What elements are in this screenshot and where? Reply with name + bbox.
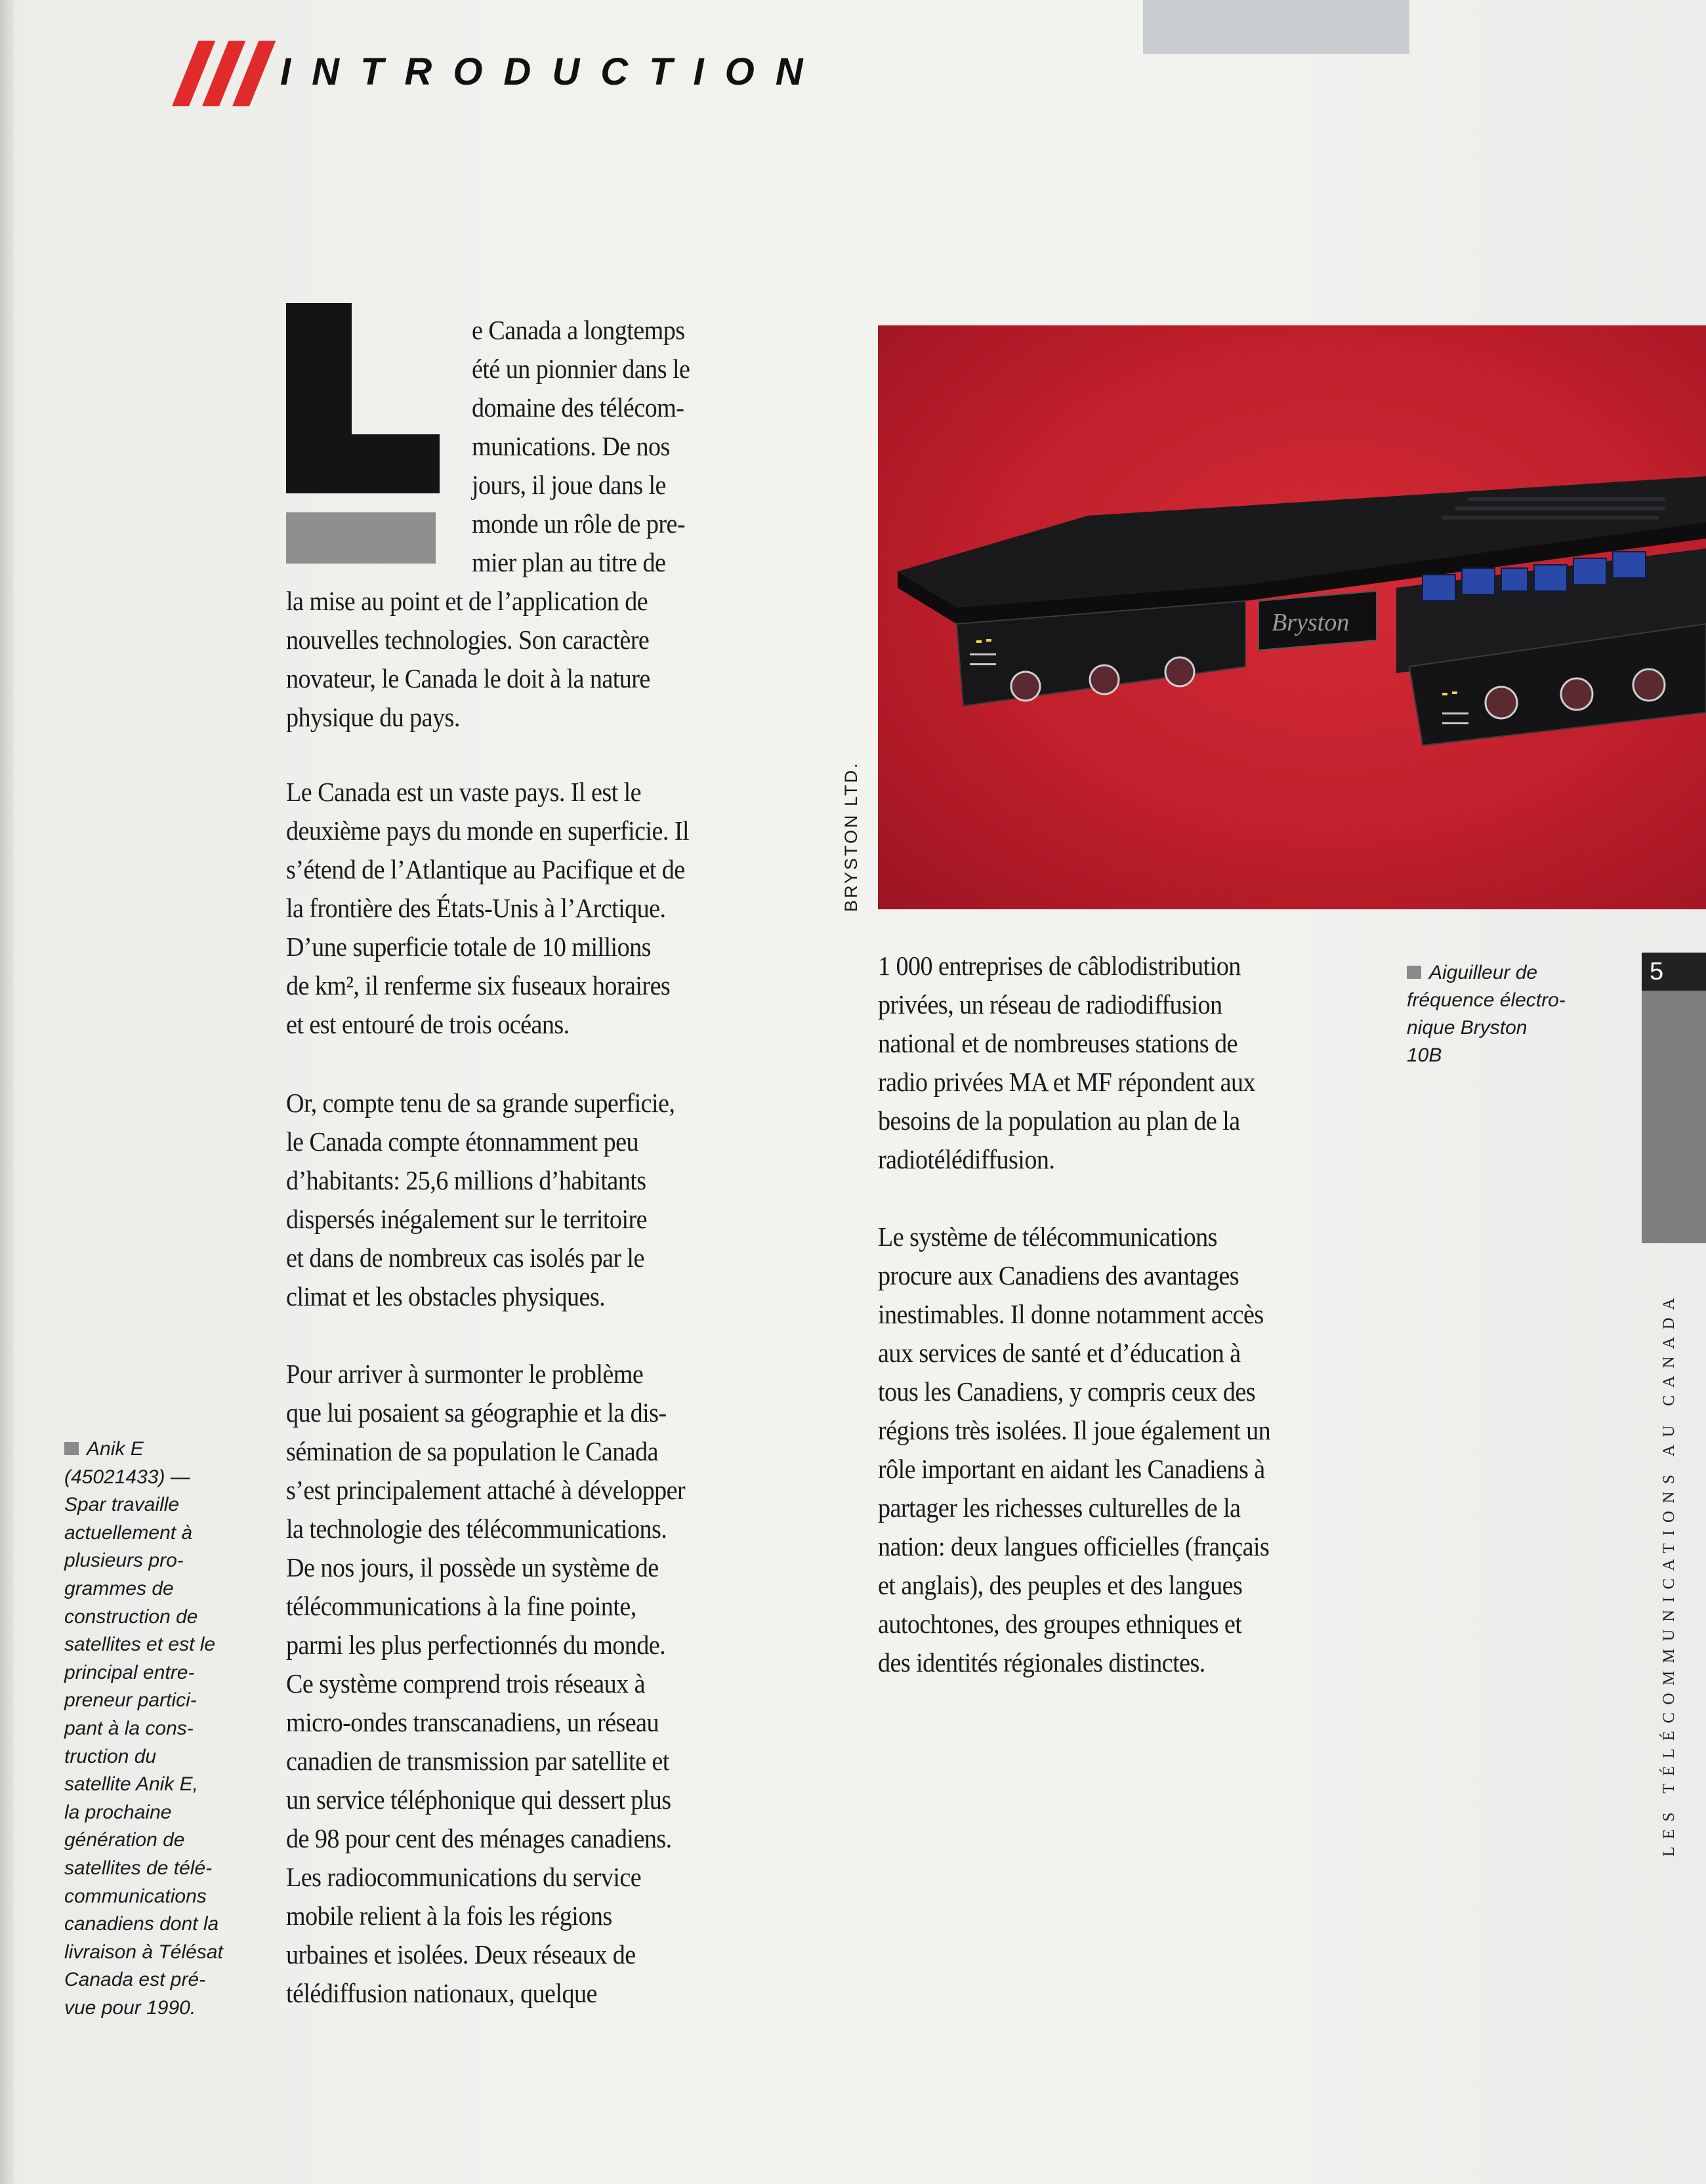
caption-bullet-icon: [64, 1442, 79, 1455]
bryston-switcher-photo: [878, 325, 1706, 909]
page-number: 5: [1642, 953, 1706, 991]
svg-text:Bryston: Bryston: [1272, 609, 1350, 636]
paragraph-cable-radio: 1 000 entreprises de câblodistribution privées, un réseau de radiodiffusion national et de nombreuses stations de radio privées MA et MF répondent aux besoins de la population au plan de la radiotélédiffusion.: [878, 951, 1256, 1174]
intro-paragraph-continued: la mise au point et de l’application de nouvelles technologies. Son caractère novateur, le Canada le doit à la nature physique du pays.: [286, 586, 650, 732]
anik-e-caption: Anik E (45021433) — Spar travaille actuellement à plusieurs pro- grammes de construction de satellites et est le principal entre- preneur partici- pant à la cons- truction du satellite Anik E, la prochaine génération de satellites de télé- communications canadiens dont la livraison à Télésat Canada est pré- vue pour 1990.: [64, 1438, 223, 2019]
top-bleed-tab: [1143, 0, 1409, 54]
drop-cap-letter: [286, 303, 440, 493]
intro-paragraph: e Canada a longtemps été un pionnier dans le domaine des télécom- munications. De nos jours, il joue dans le monde un rôle de pre- mier plan au titre de: [472, 315, 690, 577]
photo-caption: Aiguilleur de fréquence électro- nique Bryston 10B: [1407, 962, 1566, 1066]
caption-bullet-icon: [1407, 966, 1421, 979]
paragraph-population: Or, compte tenu de sa grande superficie, le Canada compte étonnamment peu d’habitants: 25,6 millions d’habitants dispersés inégalement sur le territoire et dans de nombreux cas isolés par le climat et les obstacles physiques.: [286, 1088, 675, 1311]
paragraph-benefits: Le système de télécommunications procure aux Canadiens des avantages inestimables. Il donne notamment accès aux services de santé et d’éducation à tous les Canadiens, y compris ceux des régions très isolées. Il joue également un rôle important en aidant les Canadiens à partager les richesses culturelles de la nation: deux langues officielles (français et anglais), des peuples et des langues autochtones, des groupes ethniques et des identités régionales distinctes.: [878, 1222, 1271, 1678]
paragraph-vast-country: Le Canada est un vaste pays. Il est le deuxième pays du monde en superficie. Il s’étend de l’Atlantique au Pacifique et de la frontière des États-Unis à l’Arctique. D’une superficie totale de 10 millions de km², il renferme six fuseaux horaires et est entouré de trois océans.: [286, 777, 690, 1039]
page-tab-bar: [1642, 991, 1706, 1243]
page-gutter: [0, 0, 14, 2184]
running-section-label: LES TÉLÉCOMMUNICATIONS AU CANADA: [1660, 1290, 1678, 1857]
drop-cap-gray-bar: [286, 512, 436, 564]
section-title: INTRODUCTION: [280, 51, 824, 93]
red-slashes-icon: [146, 41, 270, 106]
photo-credit: BRYSTON LTD.: [841, 761, 861, 912]
paragraph-telecom-system: Pour arriver à surmonter le problème que lui posaient sa géographie et la dis- sémination de sa population le Canada s’est principalement attaché à développer la technologie des télécommunications. De nos jours, il possède un système de télécommunications à la fine pointe, parmi les plus perfectionnés du monde. Ce système comprend trois réseaux à micro-ondes transcanadiens, un réseau canadien de transmission par satellite et un service téléphonique qui dessert plus de 98 pour cent des ménages canadiens. Les radiocommunications du service mobile relient à la fois les régions urbaines et isolées. Deux réseaux de télédiffusion nationaux, quelque: [286, 1359, 686, 2008]
